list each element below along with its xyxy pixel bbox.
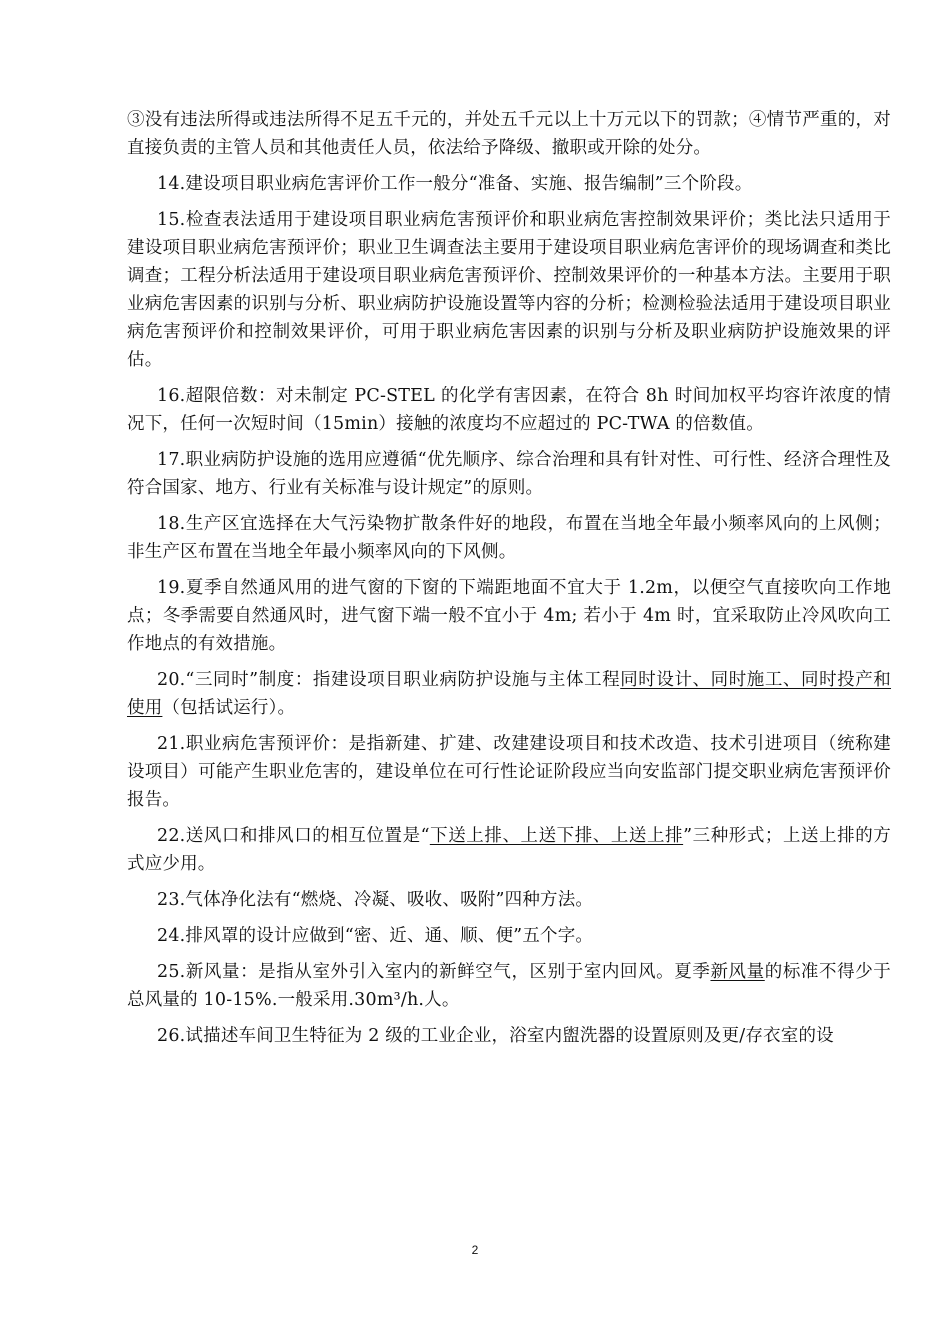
document-body [127,106,891,1058]
paragraph-21: 21.职业病危害预评价：是指新建、扩建、改建建设项目和技术改造、技术引进项目（统称建设项目）可能产生职业危害的，建设单位在可行性论证阶段应当向安监部门提交职业病危害预评价报告。 [127,734,891,810]
paragraph-25-text: 25.新风量：是指从室外引入室内的新鲜空气，区别于室内回风。夏季 [157,962,711,982]
paragraph-25-tail: 的标准不得少于总风量的 10-15%.一般采用.30m³/h.人。 [127,962,891,1010]
paragraph-18: 18.生产区宜选择在大气污染物扩散条件好的地段，布置在当地全年最小频率风向的上风侧；非生产区布置在当地全年最小频率风向的下风侧。 [127,514,891,562]
paragraph-16: 16.超限倍数：对未制定 PC-STEL 的化学有害因素，在符合 8h 时间加权平均容许浓度的情况下，任何一次短时间（15min）接触的浓度均不应超过的 PC-TWA 的倍数值。 [127,386,891,434]
paragraph-25 [127,958,891,1014]
paragraph-20-tail: （包括试运行）。 [162,698,296,718]
paragraph-14: 14.建设项目职业病危害评价工作一般分“准备、实施、报告编制”三个阶段。 [157,174,753,194]
paragraph-24: 24.排风罩的设计应做到“密、近、通、顺、便”五个字。 [157,926,594,946]
paragraph-23: 23.气体净化法有“燃烧、冷凝、吸收、吸附”四种方法。 [157,890,594,910]
paragraph-15: 15.检查表法适用于建设项目职业病危害预评价和职业病危害控制效果评价；类比法只适用于建设项目职业病危害预评价；职业卫生调查法主要用于建设项目职业病危害评价的现场调查和类比调查；工程分析法适用于建设项目职业病危害预评价、控制效果评价的一种基本方法。主要用于职业病危害因素的识别与分析、职业病防护设施设置等内容的分析；检测检验法适用于建设项目职业病危害预评价和控制效果评价，可用于职业病危害因素的识别与分析及职业病防护设施效果的评估。 [127,210,891,370]
paragraph-22-tail: ”三种形式；上送上排的方式应少用。 [127,826,891,874]
paragraph-19: 19.夏季自然通风用的进气窗的下窗的下端距地面不宜大于 1.2m，以便空气直接吹向工作地点；冬季需要自然通风时，进气窗下端一般不宜小于 4m; 若小于 4m 时，宜采取防止冷风吹向工作地点的有效措施。 [127,578,891,654]
paragraph-22 [127,822,891,878]
paragraph-22-underlined: 下送上排、上送下排、上送上排 [429,826,684,846]
paragraph-20-text: 20.“三同时”制度：指建设项目职业病防护设施与主体工程 [157,670,621,690]
paragraph-20-underlined: 同时设计、同时施工、同时投产和使用 [127,670,892,718]
paragraph-22-text: 22.送风口和排风口的相互位置是“ [157,826,430,846]
paragraph-13-continuation: ③没有违法所得或违法所得不足五千元的，并处五千元以上十万元以下的罚款；④情节严重的，对直接负责的主管人员和其他责任人员，依法给予降级、撤职或开除的处分。 [127,110,891,158]
paragraph-25-underlined: 新风量 [710,962,765,982]
paragraph-17: 17.职业病防护设施的选用应遵循“优先顺序、综合治理和具有针对性、可行性、经济合理性及符合国家、地方、行业有关标准与设计规定”的原则。 [127,450,891,498]
paragraph-20 [127,666,891,722]
paragraph-26: 26.试描述车间卫生特征为 2 级的工业企业，浴室内盥洗器的设置原则及更/存衣室的设 [157,1026,834,1046]
page-number: 2 [471,1243,479,1257]
